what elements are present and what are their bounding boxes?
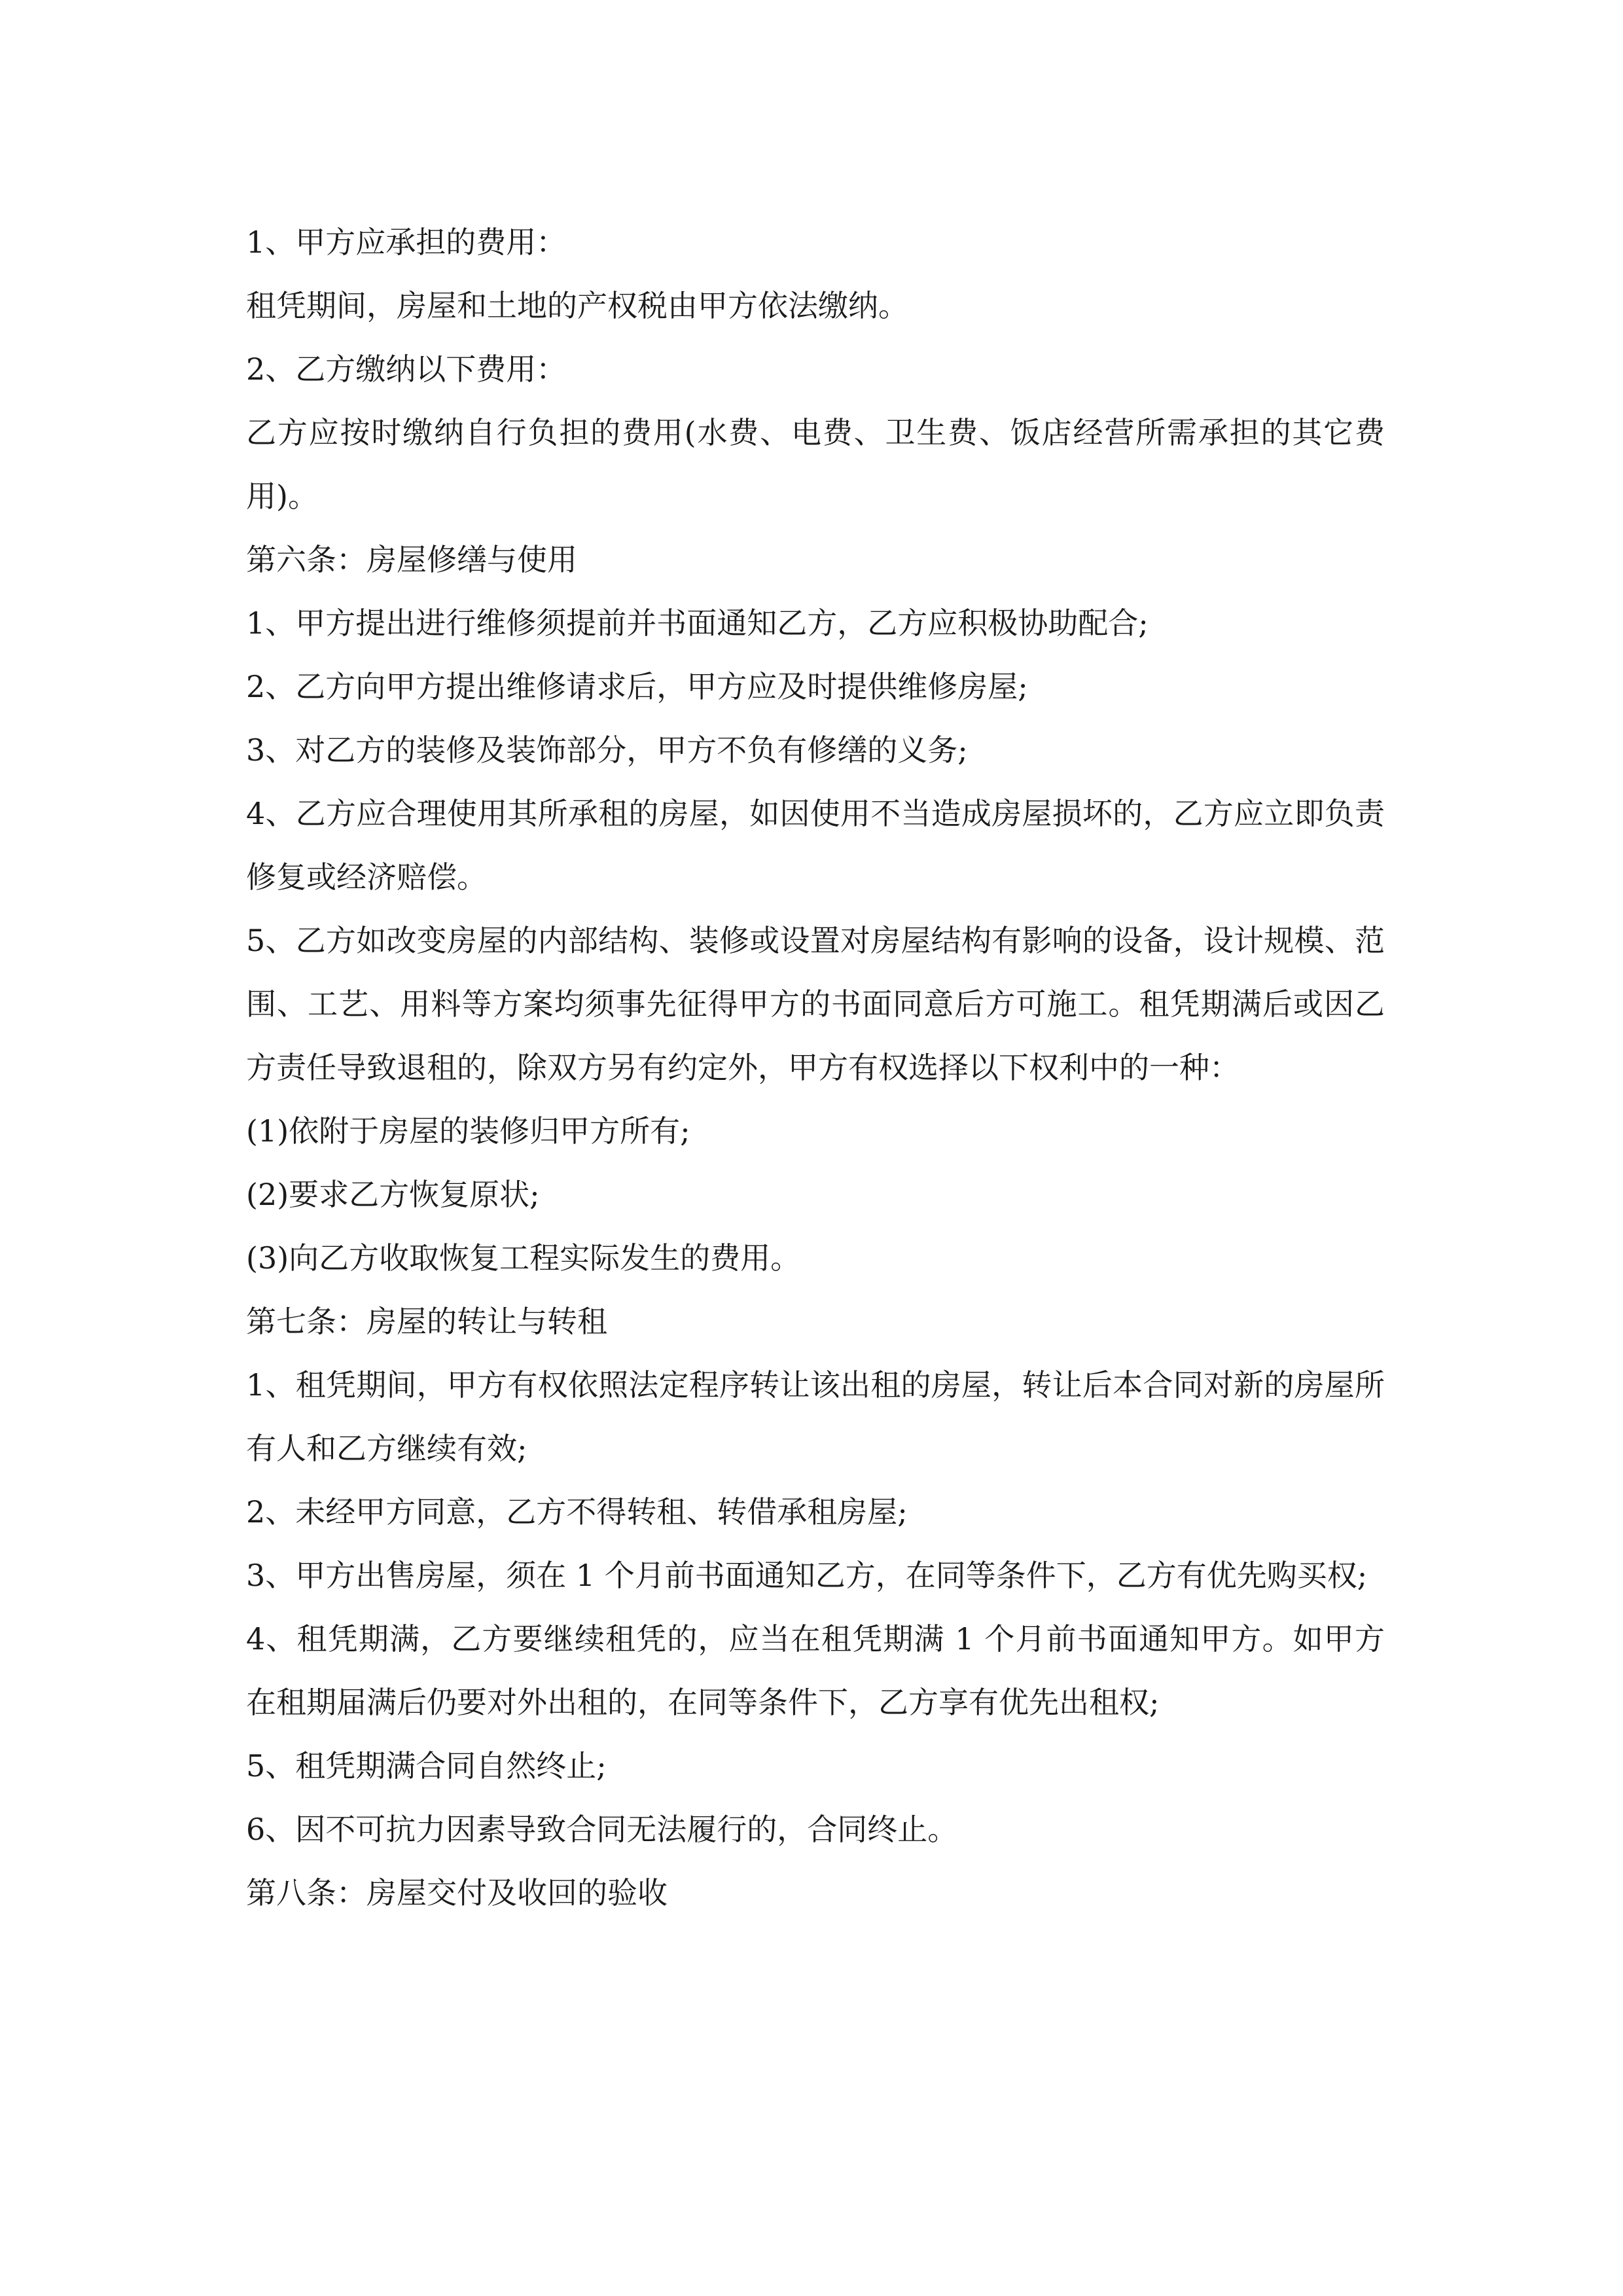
article-6-item-2: 2、乙方向甲方提出维修请求后，甲方应及时提供维修房屋; — [246, 669, 1028, 704]
article-6-item-4: 4、乙方应合理使用其所承租的房屋，如因使用不当造成房屋损坏的，乙方应立即负责修复或经济赔偿。 — [246, 796, 1385, 895]
contract-body — [246, 211, 1385, 1925]
article-7-item-2: 2、未经甲方同意，乙方不得转租、转借承租房屋; — [246, 1494, 908, 1530]
article-6-item-5: 5、乙方如改变房屋的内部结构、装修或设置对房屋结构有影响的设备，设计规模、范围、工艺、用料等方案均须事先征得甲方的书面同意后方可施工。租凭期满后或因乙方责任导致退租的，除双方另有约定外，甲方有权选择以下权利中的一种： — [246, 923, 1385, 1085]
article-7-heading: 第七条：房屋的转让与转租 — [246, 1304, 607, 1339]
article-6-option-3: (3)向乙方收取恢复工程实际发生的费用。 — [246, 1240, 801, 1276]
fee-clause-party-b-detail: 乙方应按时缴纳自行负担的费用(水费、电费、卫生费、饭店经营所需承担的其它费用)。 — [246, 415, 1385, 514]
article-7-item-4: 4、租凭期满，乙方要继续租凭的，应当在租凭期满 1 个月前书面通知甲方。如甲方在租期届满后仍要对外出租的，在同等条件下，乙方享有优先出租权; — [246, 1621, 1385, 1720]
article-6-option-2: (2)要求乙方恢复原状; — [246, 1177, 540, 1212]
article-7-item-5: 5、租凭期满合同自然终止; — [246, 1748, 607, 1784]
article-6-heading: 第六条：房屋修缮与使用 — [246, 542, 577, 577]
fee-clause-party-a-detail: 租凭期间，房屋和土地的产权税由甲方依法缴纳。 — [246, 288, 908, 323]
article-6-option-1: (1)依附于房屋的装修归甲方所有; — [246, 1113, 690, 1149]
article-6-item-3: 3、对乙方的装修及装饰部分，甲方不负有修缮的义务; — [246, 732, 968, 768]
fee-clause-party-a: 1、甲方应承担的费用： — [246, 224, 567, 260]
fee-clause-party-b: 2、乙方缴纳以下费用： — [246, 351, 567, 387]
article-6-item-1: 1、甲方提出进行维修须提前并书面通知乙方，乙方应积极协助配合; — [246, 605, 1149, 641]
article-7-item-3: 3、甲方出售房屋，须在 1 个月前书面通知乙方，在同等条件下，乙方有优先购买权; — [246, 1558, 1368, 1593]
article-7-item-6: 6、因不可抗力因素导致合同无法履行的，合同终止。 — [246, 1812, 958, 1847]
article-7-item-1: 1、租凭期间，甲方有权依照法定程序转让该出租的房屋，转让后本合同对新的房屋所有人和乙方继续有效; — [246, 1367, 1385, 1466]
article-8-heading: 第八条：房屋交付及收回的验收 — [246, 1875, 668, 1910]
